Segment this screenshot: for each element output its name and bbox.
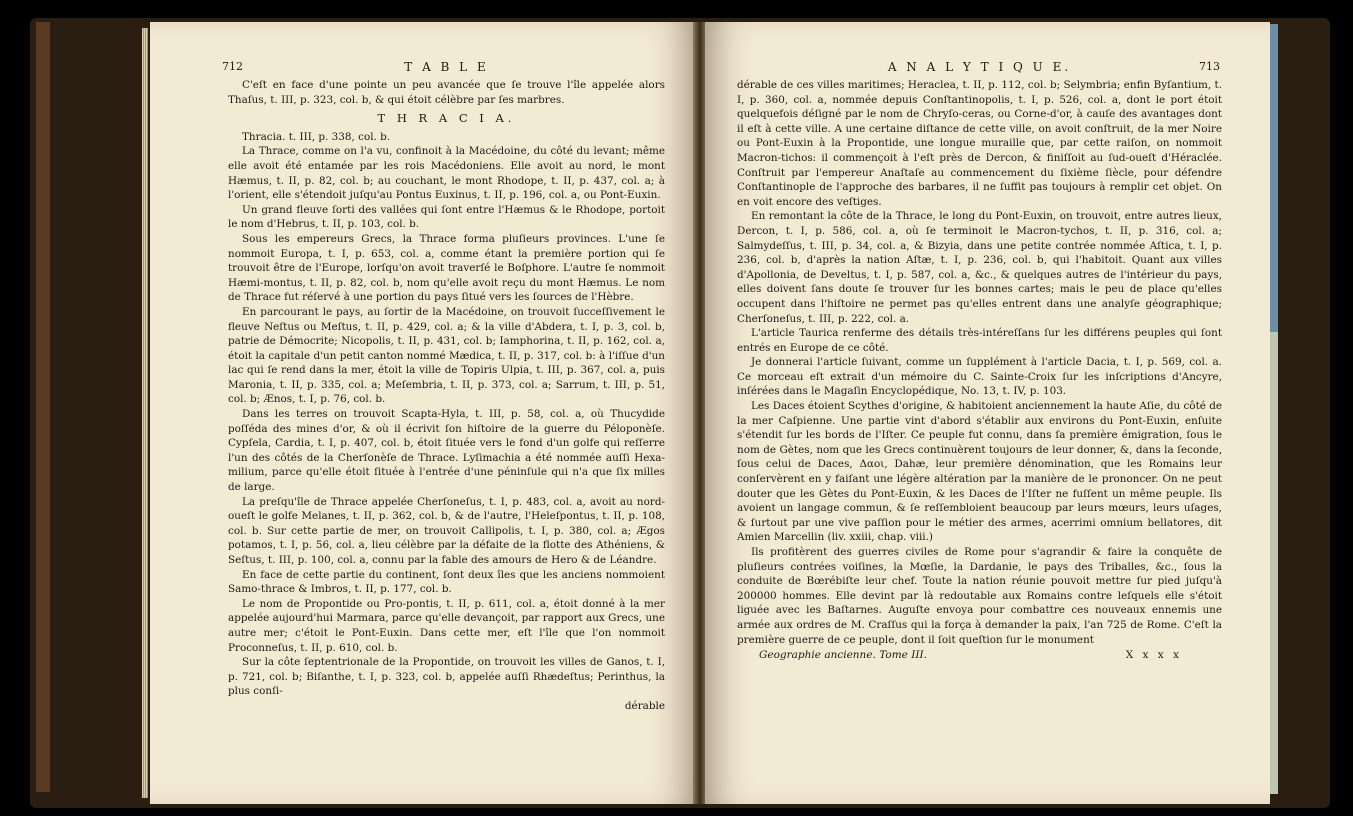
left-text-block [228, 78, 665, 714]
book-binding-left [36, 22, 50, 792]
left-paragraph: En parcourant le pays, au ſortir de la Macédoine, on trouvoit ſucceſſivement le fleuve Neſtus ou Meſtus, t. II, p. 429, col. a; & la ville d'Abdera, t. I, p. 3, col. b, patrie de Démocrite; Nicopolis, t. II, p. 431, col. b; Iamphorina, t. II, p. 162, col. a, étoit la capitale d'un petit canton nommé Mædica, t. II, p. 317, col. b: à l'iſſue d'un lac qui ſe rend dans la mer, étoit la ville de Topiris Ulpia, t. III, p. 367, col. a, puis Maronia, t. II, p. 335, col. a; Meſembria, t. II, p. 373, col. a; Sarrum, t. III, p. 51, col. b; Ænos, t. I, p. 76, col. b. [228, 305, 665, 406]
right-paragraph: Je donnerai l'article ſuivant, comme un ſupplément à l'article Dacia, t. I, p. 569, col. a. Ce morceau eſt extrait d'un mémoire du C. Sainte-Croix ſur les inſcriptions d'Ancyre, inſérées dans le Magaſin Encyclopédique, No. 13, t. IV, p. 103. [737, 356, 1222, 398]
right-running-head [737, 60, 1222, 78]
right-text-block [737, 78, 1222, 647]
left-paragraph: La preſqu'île de Thrace appelée Cherſoneſus, t. I, p. 483, col. a, avoit au nord-oueſt le golfe Melanes, t. II, p. 362, col. b, & de l'autre, l'Heleſpontus, t. II, p. 108, col. b. Sur cette partie de mer, on trouvoit Callipolis, t. I, p. 380, col. a; Ægos potamos, t. I, p. 56, col. a, lieu célèbre par la défaite de la flotte des Athéniens, & Seſtus, t. III, p. 100, col. a, connu par la fable des amours de Hero & de Léandre. [228, 495, 665, 566]
right-page-footer [737, 649, 1222, 661]
left-page-number: 712 [222, 60, 243, 73]
left-paragraph: Un grand fleuve ſorti des vallées qui ſont entre l'Hæmus & le Rhodope, portoit le nom d'Hebrus, t. II, p. 103, col. b. [228, 203, 665, 231]
left-paragraph: En face de cette partie du continent, ſont deux îles que les anciens nommoient Samo-thrace & Imbros, t. II, p. 177, col. b. [228, 568, 665, 596]
left-running-title: T A B L E [404, 60, 489, 74]
right-paragraph: dérable de ces villes maritimes; Heraclea, t. II, p. 112, col. b; Selymbria; enfin Byſantium, t. I, p. 360, col. a, nommée depuis Conſtantinopolis, t. I, p. 526, col. a, dont le port étoit quelquefois déſigné par le nom de Chryſo-ceras, ou Corne-d'or, à cauſe des avantages dont il eſt à cette ville. A une certaine diſtance de cette ville, on avoit conſtruit, de la mer Noire ou Pont-Euxin à la Propontide, une longue muraille que, par cette raiſon, on nommoit Macron-tichos: il commençoit à l'eſt près de Dercon, & finiſſoit au ſud-oueſt d'Héraclée. Conſtruit par l'empereur Anaſtaſe au commencement du ſixième ſiècle, pour défendre Conſtantinople de l'approche des barbares, il ne ſuffit pas toujours à remplir cet objet. On en voit encore des veſtiges. [737, 79, 1222, 208]
left-paragraph: Sous les empereurs Grecs, la Thrace forma pluſieurs provinces. L'une ſe nommoit Europa, t. I, p. 653, col. a, comme étant la première portion qui ſe trouvoit être de l'Europe, lorſqu'on avoit traverſé le Boſphore. L'autre ſe nommoit Hæmi-montus, t. II, p. 82, col. b, nom qu'elle avoit reçu du mont Hæmus. Le nom de Thrace fut réſervé à une portion du pays ſitué vers les ſources de l'Hèbre. [228, 232, 665, 304]
left-running-head [222, 60, 665, 78]
page-edges-left [142, 28, 148, 798]
section-title-thracia: T H R A C I A. [377, 111, 516, 126]
right-page [705, 22, 1270, 804]
right-paragraph: Ils profitèrent des guerres civiles de Rome pour s'agrandir & faire la conquête de pluſieurs contrées voiſines, la Mœſie, la Dardanie, le pays des Triballes, &c., ſous la conduite de Bœrébiſte leur chef. Toute la nation réunie pouvoit mettre ſur pied juſqu'à 200000 hommes. Elle devint par là redoutable aux Romains contre leſquels elle s'étoit liguée avec les Baſtarnes. Auguſte envoya pour combattre ces nouveaux ennemis une armée aux ordres de M. Craſſus qui la força à demander la paix, l'an 725 de Rome. C'eſt la première guerre de ce peuple, dont il ſoit queſtion ſur le monument [737, 546, 1222, 646]
right-running-title: A N A L Y T I Q U E. [887, 60, 1072, 74]
page-tab-markers [1270, 24, 1278, 794]
right-page-number: 713 [1199, 60, 1220, 73]
footer-volume-title: Geographie ancienne. Tome III. [759, 649, 928, 662]
left-paragraph: Sur la côte ſeptentrionale de la Propontide, on trouvoit les villes de Ganos, t. I, p. 721, col. b; Biſanthe, t. I, p. 323, col. b, appelée auſſi Rhædeſtus; Perinthus, la plus conſi- [228, 656, 665, 698]
signature-mark: X x x x [1125, 649, 1182, 662]
right-paragraph: L'article Taurica renferme des détails très-intéreſſans ſur les différens peuples qui ſont entrés en Europe de ce côté. [737, 327, 1222, 354]
catchword: dérable [624, 699, 665, 712]
left-paragraph: La Thrace, comme on l'a vu, confinoit à la Macédoine, du côté du levant; même elle avoit été entamée par les rois Macédoniens. Elle avoit au nord, le mont Hæmus, t. II, p. 82, col. b; au couchant, le mont Rhodope, t. II, p. 437, col. a; à l'orient, elle s'étendoit juſqu'au Pontus Euxinus, t. II, p. 196, col. a, ou Pont-Euxin. [228, 145, 665, 202]
left-opening-paragraph: C'eſt en face d'une pointe un peu avancée que ſe trouve l'île appelée alors Thaſus, t. III, p. 323, col. b, & qui étoit célèbre par ſes marbres. [228, 79, 665, 106]
right-paragraph: En remontant la côte de la Thrace, le long du Pont-Euxin, on trouvoit, entre autres lieux, Dercon, t. I, p. 586, col. a, où ſe terminoit le Macron-tychos, t. II, p. 316, col. a; Salmydeſſus, t. III, p. 34, col. a, & Bizyia, dans une petite contrée nommée Aſtica, t. I, p. 236, col. b, d'après la nation Aſtæ, t. I, p. 236, col. b, qui l'habitoit. Quant aux villes d'Apollonia, de Develtus, t. I, p. 587, col. a, &c., & quelques autres de l'intérieur du pays, elles doivent ſans doute ſe trouver ſur les bonnes cartes; mais le peu de place qu'elles occupent dans l'hiſtoire ne permet pas qu'elles entrent dans une analyſe géographique; Cherſoneſus, t. III, p. 222, col. a. [737, 210, 1222, 325]
left-page [150, 22, 695, 804]
left-paragraph: Thracia. t. III, p. 338, col. b. [242, 130, 391, 143]
left-paragraph: Le nom de Propontide ou Pro-pontis, t. II, p. 611, col. a, étoit donné à la mer appelée aujourd'hui Marmara, parce qu'elle devançoit, par rapport aux Grecs, une autre mer; c'étoit le Pont-Euxin. Dans cette mer, eſt l'île que l'on nommoit Proconneſus, t. II, p. 610, col. b. [228, 597, 665, 654]
left-paragraph: Dans les terres on trouvoit Scapta-Hyla, t. III, p. 58, col. a, où Thucydide poſſéda des mines d'or, & où il écrivit ſon hiſtoire de la guerre du Péloponèſe. Cypſela, Cardia, t. I, p. 407, col. b, étoit ſituée vers le fond d'un golfe qui reſſerre l'un des côtés de la Cherſonèſe de Thrace. Lyſimachia a été nommée auſſi Hexa-milium, parce qu'elle étoit ſituée à l'entrée d'une péninſule qui n'a que ſix milles de large. [228, 408, 665, 494]
right-paragraph: Les Daces étoient Scythes d'origine, & habitoient anciennement la haute Aſie, du côté de la mer Caſpienne. Une partie vint d'abord s'établir aux environs du Pont-Euxin, enſuite s'étendit ſur les bords de l'Iſter. Ce peuple fut connu, dans ſa première émigration, ſous le nom de Gètes, nom que les Grecs continuèrent toujours de leur donner, &, dans la ſeconde, ſous celui de Daces, Δαοι, Dahæ, leur première dénomination, que les Romains leur conſervèrent en y faiſant une légère altération par la manière de le prononcer. On ne peut douter que les Gètes du Pont-Euxin, & les Daces de l'Iſter ne fuſſent un même peuple. Ils avoient un langage commun, & ſe reſſembloient beaucoup par leurs mœurs, leurs uſages, & ſurtout par une vive paſſion pour le métier des armes, acerrimi omnium bellatores, dit Amien Marcellin (liv. xxiii, chap. viii.) [737, 400, 1222, 544]
